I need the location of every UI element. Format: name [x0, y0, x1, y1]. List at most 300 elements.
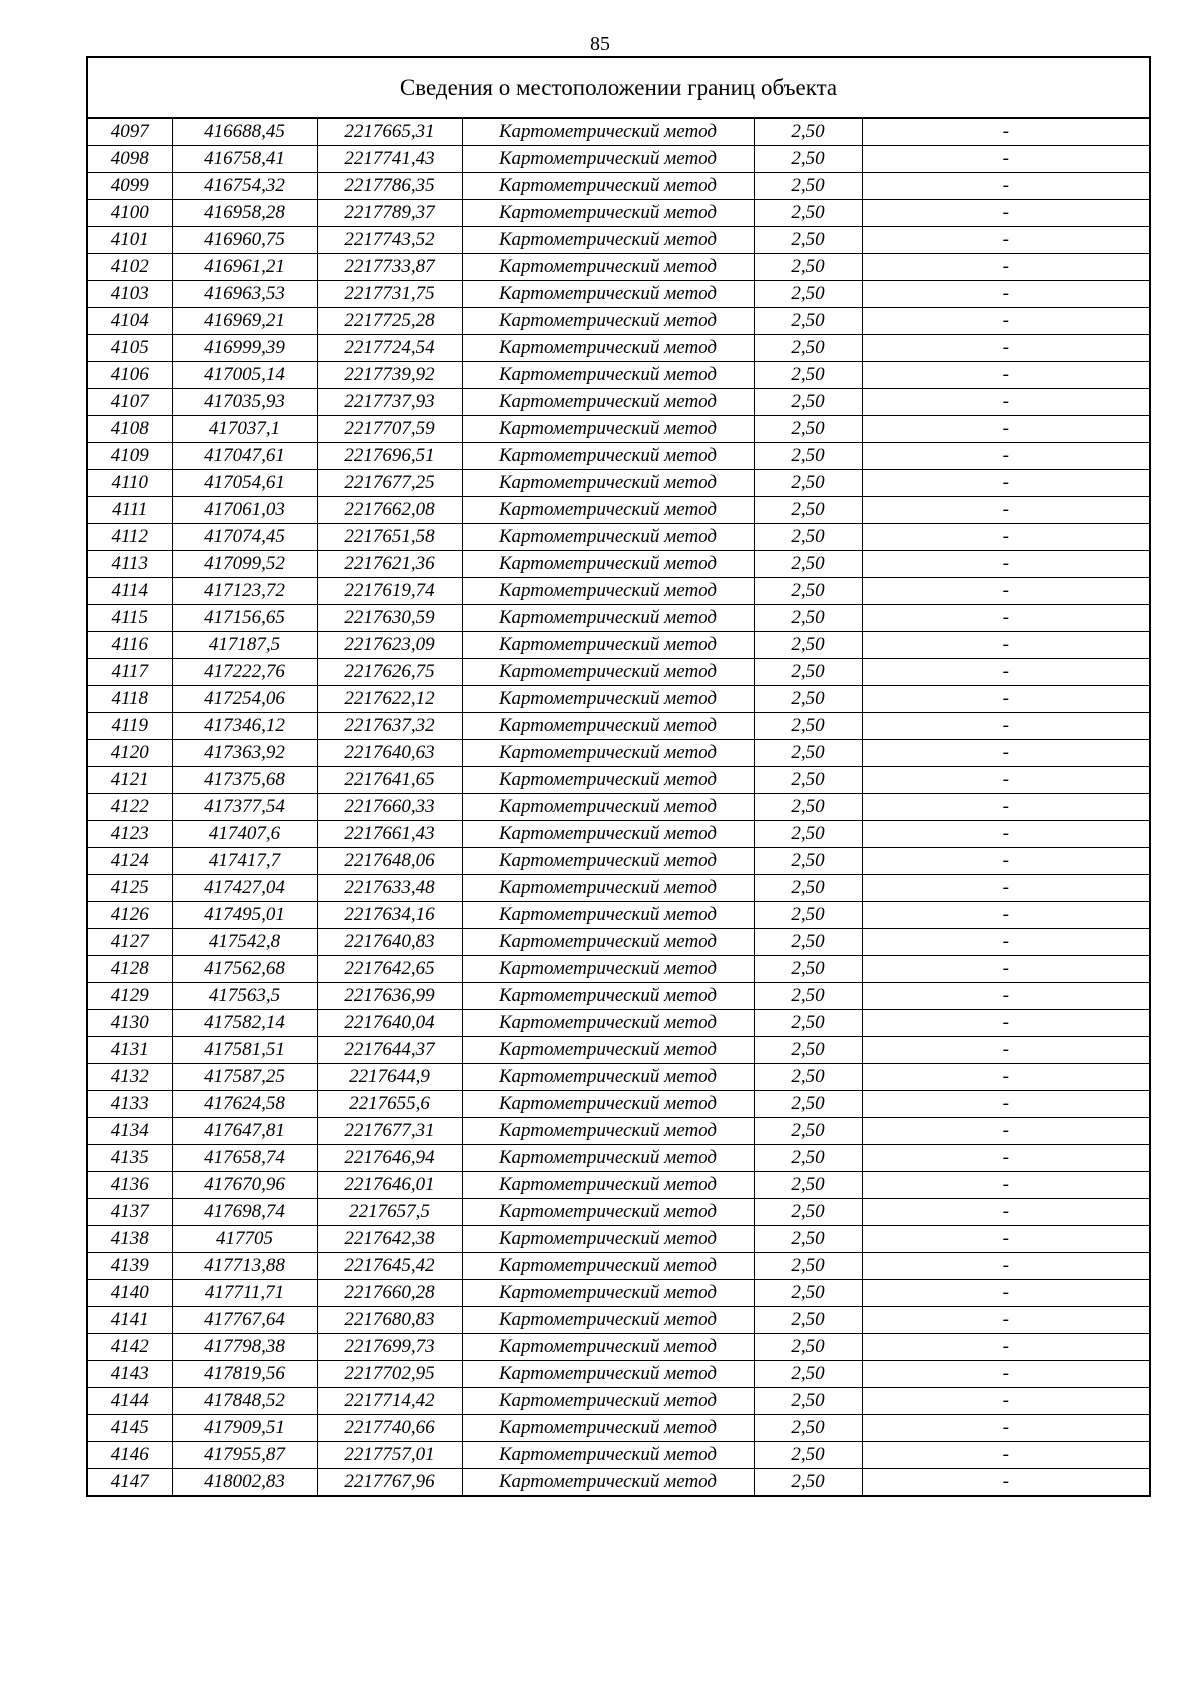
table-row — [87, 173, 1150, 200]
y-coordinate-cell: 2217702,95 — [317, 1361, 462, 1388]
accuracy-cell: 2,50 — [754, 1415, 862, 1442]
table-row — [87, 254, 1150, 281]
point-number-cell: 4107 — [87, 389, 172, 416]
table-row — [87, 281, 1150, 308]
point-number-cell: 4117 — [87, 659, 172, 686]
description-cell: - — [862, 416, 1150, 443]
table-title: Сведения о местоположении границ объекта — [87, 57, 1150, 118]
x-coordinate-cell: 417074,45 — [172, 524, 317, 551]
method-cell: Картометрический метод — [462, 1118, 754, 1145]
table-row — [87, 632, 1150, 659]
table-row — [87, 1037, 1150, 1064]
y-coordinate-cell: 2217646,01 — [317, 1172, 462, 1199]
y-coordinate-cell: 2217733,87 — [317, 254, 462, 281]
accuracy-cell: 2,50 — [754, 713, 862, 740]
accuracy-cell: 2,50 — [754, 929, 862, 956]
table-row — [87, 929, 1150, 956]
method-cell: Картометрический метод — [462, 281, 754, 308]
y-coordinate-cell: 2217699,73 — [317, 1334, 462, 1361]
table-row — [87, 875, 1150, 902]
x-coordinate-cell: 417375,68 — [172, 767, 317, 794]
point-number-cell: 4138 — [87, 1226, 172, 1253]
point-number-cell: 4110 — [87, 470, 172, 497]
accuracy-cell: 2,50 — [754, 200, 862, 227]
point-number-cell: 4116 — [87, 632, 172, 659]
point-number-cell: 4126 — [87, 902, 172, 929]
accuracy-cell: 2,50 — [754, 443, 862, 470]
method-cell: Картометрический метод — [462, 1091, 754, 1118]
accuracy-cell: 2,50 — [754, 1442, 862, 1469]
accuracy-cell: 2,50 — [754, 118, 862, 146]
method-cell: Картометрический метод — [462, 443, 754, 470]
accuracy-cell: 2,50 — [754, 173, 862, 200]
x-coordinate-cell: 417670,96 — [172, 1172, 317, 1199]
method-cell: Картометрический метод — [462, 659, 754, 686]
point-number-cell: 4139 — [87, 1253, 172, 1280]
description-cell: - — [862, 200, 1150, 227]
accuracy-cell: 2,50 — [754, 281, 862, 308]
accuracy-cell: 2,50 — [754, 1010, 862, 1037]
description-cell: - — [862, 1469, 1150, 1497]
accuracy-cell: 2,50 — [754, 524, 862, 551]
accuracy-cell: 2,50 — [754, 1091, 862, 1118]
x-coordinate-cell: 417624,58 — [172, 1091, 317, 1118]
x-coordinate-cell: 417562,68 — [172, 956, 317, 983]
table-row — [87, 335, 1150, 362]
y-coordinate-cell: 2217634,16 — [317, 902, 462, 929]
x-coordinate-cell: 417187,5 — [172, 632, 317, 659]
point-number-cell: 4120 — [87, 740, 172, 767]
accuracy-cell: 2,50 — [754, 470, 862, 497]
point-number-cell: 4098 — [87, 146, 172, 173]
y-coordinate-cell: 2217644,37 — [317, 1037, 462, 1064]
boundary-coordinates-table — [86, 56, 1151, 1497]
table-row — [87, 1388, 1150, 1415]
accuracy-cell: 2,50 — [754, 1118, 862, 1145]
x-coordinate-cell: 417377,54 — [172, 794, 317, 821]
y-coordinate-cell: 2217640,04 — [317, 1010, 462, 1037]
y-coordinate-cell: 2217642,65 — [317, 956, 462, 983]
point-number-cell: 4119 — [87, 713, 172, 740]
table-row — [87, 1361, 1150, 1388]
y-coordinate-cell: 2217636,99 — [317, 983, 462, 1010]
description-cell: - — [862, 1037, 1150, 1064]
x-coordinate-cell: 416960,75 — [172, 227, 317, 254]
description-cell: - — [862, 1010, 1150, 1037]
method-cell: Картометрический метод — [462, 470, 754, 497]
method-cell: Картометрический метод — [462, 740, 754, 767]
description-cell: - — [862, 1334, 1150, 1361]
table-row — [87, 118, 1150, 146]
table-row — [87, 524, 1150, 551]
y-coordinate-cell: 2217725,28 — [317, 308, 462, 335]
accuracy-cell: 2,50 — [754, 389, 862, 416]
y-coordinate-cell: 2217767,96 — [317, 1469, 462, 1497]
y-coordinate-cell: 2217641,65 — [317, 767, 462, 794]
x-coordinate-cell: 417363,92 — [172, 740, 317, 767]
method-cell: Картометрический метод — [462, 794, 754, 821]
y-coordinate-cell: 2217622,12 — [317, 686, 462, 713]
point-number-cell: 4097 — [87, 118, 172, 146]
accuracy-cell: 2,50 — [754, 983, 862, 1010]
description-cell: - — [862, 848, 1150, 875]
x-coordinate-cell: 417099,52 — [172, 551, 317, 578]
method-cell: Картометрический метод — [462, 1442, 754, 1469]
accuracy-cell: 2,50 — [754, 767, 862, 794]
x-coordinate-cell: 417563,5 — [172, 983, 317, 1010]
point-number-cell: 4099 — [87, 173, 172, 200]
point-number-cell: 4142 — [87, 1334, 172, 1361]
table-row — [87, 1010, 1150, 1037]
accuracy-cell: 2,50 — [754, 578, 862, 605]
method-cell: Картометрический метод — [462, 362, 754, 389]
accuracy-cell: 2,50 — [754, 605, 862, 632]
method-cell: Картометрический метод — [462, 335, 754, 362]
table-row — [87, 1091, 1150, 1118]
x-coordinate-cell: 417542,8 — [172, 929, 317, 956]
point-number-cell: 4121 — [87, 767, 172, 794]
x-coordinate-cell: 417427,04 — [172, 875, 317, 902]
x-coordinate-cell: 417909,51 — [172, 1415, 317, 1442]
y-coordinate-cell: 2217757,01 — [317, 1442, 462, 1469]
description-cell: - — [862, 902, 1150, 929]
method-cell: Картометрический метод — [462, 389, 754, 416]
description-cell: - — [862, 308, 1150, 335]
description-cell: - — [862, 659, 1150, 686]
x-coordinate-cell: 417346,12 — [172, 713, 317, 740]
table-row — [87, 1334, 1150, 1361]
description-cell: - — [862, 1442, 1150, 1469]
description-cell: - — [862, 551, 1150, 578]
accuracy-cell: 2,50 — [754, 362, 862, 389]
x-coordinate-cell: 417582,14 — [172, 1010, 317, 1037]
x-coordinate-cell: 417035,93 — [172, 389, 317, 416]
method-cell: Картометрический метод — [462, 632, 754, 659]
accuracy-cell: 2,50 — [754, 227, 862, 254]
y-coordinate-cell: 2217789,37 — [317, 200, 462, 227]
point-number-cell: 4135 — [87, 1145, 172, 1172]
description-cell: - — [862, 1415, 1150, 1442]
accuracy-cell: 2,50 — [754, 956, 862, 983]
y-coordinate-cell: 2217637,32 — [317, 713, 462, 740]
x-coordinate-cell: 417037,1 — [172, 416, 317, 443]
y-coordinate-cell: 2217739,92 — [317, 362, 462, 389]
description-cell: - — [862, 1307, 1150, 1334]
table-row — [87, 551, 1150, 578]
x-coordinate-cell: 417713,88 — [172, 1253, 317, 1280]
y-coordinate-cell: 2217696,51 — [317, 443, 462, 470]
point-number-cell: 4144 — [87, 1388, 172, 1415]
description-cell: - — [862, 1145, 1150, 1172]
method-cell: Картометрический метод — [462, 605, 754, 632]
description-cell: - — [862, 875, 1150, 902]
accuracy-cell: 2,50 — [754, 659, 862, 686]
point-number-cell: 4123 — [87, 821, 172, 848]
point-number-cell: 4132 — [87, 1064, 172, 1091]
description-cell: - — [862, 118, 1150, 146]
method-cell: Картометрический метод — [462, 956, 754, 983]
description-cell: - — [862, 956, 1150, 983]
method-cell: Картометрический метод — [462, 1307, 754, 1334]
y-coordinate-cell: 2217642,38 — [317, 1226, 462, 1253]
x-coordinate-cell: 417658,74 — [172, 1145, 317, 1172]
method-cell: Картометрический метод — [462, 173, 754, 200]
page-number: 85 — [590, 33, 610, 55]
method-cell: Картометрический метод — [462, 551, 754, 578]
y-coordinate-cell: 2217660,33 — [317, 794, 462, 821]
description-cell: - — [862, 605, 1150, 632]
y-coordinate-cell: 2217743,52 — [317, 227, 462, 254]
method-cell: Картометрический метод — [462, 1361, 754, 1388]
point-number-cell: 4124 — [87, 848, 172, 875]
description-cell: - — [862, 686, 1150, 713]
description-cell: - — [862, 389, 1150, 416]
point-number-cell: 4104 — [87, 308, 172, 335]
point-number-cell: 4122 — [87, 794, 172, 821]
description-cell: - — [862, 470, 1150, 497]
description-cell: - — [862, 1361, 1150, 1388]
accuracy-cell: 2,50 — [754, 794, 862, 821]
y-coordinate-cell: 2217640,63 — [317, 740, 462, 767]
accuracy-cell: 2,50 — [754, 848, 862, 875]
y-coordinate-cell: 2217626,75 — [317, 659, 462, 686]
point-number-cell: 4128 — [87, 956, 172, 983]
accuracy-cell: 2,50 — [754, 1307, 862, 1334]
method-cell: Картометрический метод — [462, 227, 754, 254]
y-coordinate-cell: 2217630,59 — [317, 605, 462, 632]
x-coordinate-cell: 416961,21 — [172, 254, 317, 281]
x-coordinate-cell: 417581,51 — [172, 1037, 317, 1064]
method-cell: Картометрический метод — [462, 1172, 754, 1199]
accuracy-cell: 2,50 — [754, 1469, 862, 1497]
method-cell: Картометрический метод — [462, 1388, 754, 1415]
method-cell: Картометрический метод — [462, 1010, 754, 1037]
method-cell: Картометрический метод — [462, 1469, 754, 1497]
accuracy-cell: 2,50 — [754, 551, 862, 578]
method-cell: Картометрический метод — [462, 1253, 754, 1280]
table-row — [87, 443, 1150, 470]
x-coordinate-cell: 416754,32 — [172, 173, 317, 200]
table-row — [87, 227, 1150, 254]
method-cell: Картометрический метод — [462, 1226, 754, 1253]
point-number-cell: 4125 — [87, 875, 172, 902]
table-row — [87, 578, 1150, 605]
x-coordinate-cell: 416999,39 — [172, 335, 317, 362]
y-coordinate-cell: 2217731,75 — [317, 281, 462, 308]
accuracy-cell: 2,50 — [754, 875, 862, 902]
method-cell: Картометрический метод — [462, 929, 754, 956]
description-cell: - — [862, 578, 1150, 605]
x-coordinate-cell: 416969,21 — [172, 308, 317, 335]
table-row — [87, 1253, 1150, 1280]
point-number-cell: 4131 — [87, 1037, 172, 1064]
x-coordinate-cell: 417798,38 — [172, 1334, 317, 1361]
table-row — [87, 1442, 1150, 1469]
table-row — [87, 794, 1150, 821]
accuracy-cell: 2,50 — [754, 1037, 862, 1064]
description-cell: - — [862, 713, 1150, 740]
y-coordinate-cell: 2217662,08 — [317, 497, 462, 524]
y-coordinate-cell: 2217740,66 — [317, 1415, 462, 1442]
y-coordinate-cell: 2217680,83 — [317, 1307, 462, 1334]
point-number-cell: 4143 — [87, 1361, 172, 1388]
table-row — [87, 470, 1150, 497]
description-cell: - — [862, 740, 1150, 767]
accuracy-cell: 2,50 — [754, 740, 862, 767]
point-number-cell: 4103 — [87, 281, 172, 308]
method-cell: Картометрический метод — [462, 902, 754, 929]
method-cell: Картометрический метод — [462, 254, 754, 281]
table-row — [87, 200, 1150, 227]
table-row — [87, 740, 1150, 767]
method-cell: Картометрический метод — [462, 578, 754, 605]
description-cell: - — [862, 1064, 1150, 1091]
method-cell: Картометрический метод — [462, 1415, 754, 1442]
point-number-cell: 4101 — [87, 227, 172, 254]
accuracy-cell: 2,50 — [754, 1226, 862, 1253]
description-cell: - — [862, 1091, 1150, 1118]
description-cell: - — [862, 173, 1150, 200]
point-number-cell: 4106 — [87, 362, 172, 389]
point-number-cell: 4109 — [87, 443, 172, 470]
x-coordinate-cell: 417156,65 — [172, 605, 317, 632]
accuracy-cell: 2,50 — [754, 1064, 862, 1091]
method-cell: Картометрический метод — [462, 686, 754, 713]
x-coordinate-cell: 417495,01 — [172, 902, 317, 929]
x-coordinate-cell: 417254,06 — [172, 686, 317, 713]
point-number-cell: 4145 — [87, 1415, 172, 1442]
method-cell: Картометрический метод — [462, 524, 754, 551]
point-number-cell: 4129 — [87, 983, 172, 1010]
x-coordinate-cell: 417711,71 — [172, 1280, 317, 1307]
method-cell: Картометрический метод — [462, 1334, 754, 1361]
y-coordinate-cell: 2217648,06 — [317, 848, 462, 875]
x-coordinate-cell: 417407,6 — [172, 821, 317, 848]
table-row — [87, 983, 1150, 1010]
point-number-cell: 4118 — [87, 686, 172, 713]
table-row — [87, 1145, 1150, 1172]
accuracy-cell: 2,50 — [754, 1334, 862, 1361]
y-coordinate-cell: 2217737,93 — [317, 389, 462, 416]
point-number-cell: 4114 — [87, 578, 172, 605]
description-cell: - — [862, 281, 1150, 308]
description-cell: - — [862, 524, 1150, 551]
description-cell: - — [862, 983, 1150, 1010]
x-coordinate-cell: 417417,7 — [172, 848, 317, 875]
method-cell: Картометрический метод — [462, 1199, 754, 1226]
x-coordinate-cell: 417587,25 — [172, 1064, 317, 1091]
method-cell: Картометрический метод — [462, 875, 754, 902]
y-coordinate-cell: 2217655,6 — [317, 1091, 462, 1118]
table-row — [87, 605, 1150, 632]
description-cell: - — [862, 1253, 1150, 1280]
y-coordinate-cell: 2217707,59 — [317, 416, 462, 443]
y-coordinate-cell: 2217724,54 — [317, 335, 462, 362]
table-row — [87, 1172, 1150, 1199]
method-cell: Картометрический метод — [462, 1280, 754, 1307]
table-row — [87, 659, 1150, 686]
method-cell: Картометрический метод — [462, 308, 754, 335]
accuracy-cell: 2,50 — [754, 254, 862, 281]
point-number-cell: 4115 — [87, 605, 172, 632]
description-cell: - — [862, 1280, 1150, 1307]
method-cell: Картометрический метод — [462, 1064, 754, 1091]
accuracy-cell: 2,50 — [754, 497, 862, 524]
accuracy-cell: 2,50 — [754, 1388, 862, 1415]
x-coordinate-cell: 416963,53 — [172, 281, 317, 308]
accuracy-cell: 2,50 — [754, 1145, 862, 1172]
description-cell: - — [862, 1172, 1150, 1199]
x-coordinate-cell: 416688,45 — [172, 118, 317, 146]
description-cell: - — [862, 497, 1150, 524]
table-row — [87, 902, 1150, 929]
y-coordinate-cell: 2217660,28 — [317, 1280, 462, 1307]
description-cell: - — [862, 362, 1150, 389]
accuracy-cell: 2,50 — [754, 1172, 862, 1199]
accuracy-cell: 2,50 — [754, 416, 862, 443]
accuracy-cell: 2,50 — [754, 1253, 862, 1280]
description-cell: - — [862, 1226, 1150, 1253]
table-row — [87, 713, 1150, 740]
description-cell: - — [862, 1118, 1150, 1145]
x-coordinate-cell: 417647,81 — [172, 1118, 317, 1145]
point-number-cell: 4134 — [87, 1118, 172, 1145]
table-row — [87, 308, 1150, 335]
method-cell: Картометрический метод — [462, 767, 754, 794]
y-coordinate-cell: 2217619,74 — [317, 578, 462, 605]
table-body — [87, 57, 1150, 1496]
accuracy-cell: 2,50 — [754, 686, 862, 713]
table-row — [87, 389, 1150, 416]
method-cell: Картометрический метод — [462, 983, 754, 1010]
y-coordinate-cell: 2217651,58 — [317, 524, 462, 551]
accuracy-cell: 2,50 — [754, 1361, 862, 1388]
description-cell: - — [862, 632, 1150, 659]
x-coordinate-cell: 417698,74 — [172, 1199, 317, 1226]
x-coordinate-cell: 417047,61 — [172, 443, 317, 470]
x-coordinate-cell: 417222,76 — [172, 659, 317, 686]
description-cell: - — [862, 929, 1150, 956]
accuracy-cell: 2,50 — [754, 1199, 862, 1226]
description-cell: - — [862, 1388, 1150, 1415]
accuracy-cell: 2,50 — [754, 902, 862, 929]
y-coordinate-cell: 2217645,42 — [317, 1253, 462, 1280]
description-cell: - — [862, 335, 1150, 362]
y-coordinate-cell: 2217677,25 — [317, 470, 462, 497]
point-number-cell: 4130 — [87, 1010, 172, 1037]
table-row — [87, 416, 1150, 443]
table-row — [87, 1118, 1150, 1145]
method-cell: Картометрический метод — [462, 200, 754, 227]
y-coordinate-cell: 2217677,31 — [317, 1118, 462, 1145]
y-coordinate-cell: 2217741,43 — [317, 146, 462, 173]
x-coordinate-cell: 417819,56 — [172, 1361, 317, 1388]
point-number-cell: 4102 — [87, 254, 172, 281]
y-coordinate-cell: 2217714,42 — [317, 1388, 462, 1415]
x-coordinate-cell: 417054,61 — [172, 470, 317, 497]
description-cell: - — [862, 443, 1150, 470]
table-row — [87, 686, 1150, 713]
method-cell: Картометрический метод — [462, 713, 754, 740]
y-coordinate-cell: 2217621,36 — [317, 551, 462, 578]
point-number-cell: 4137 — [87, 1199, 172, 1226]
table-row — [87, 1280, 1150, 1307]
x-coordinate-cell: 417005,14 — [172, 362, 317, 389]
x-coordinate-cell: 417767,64 — [172, 1307, 317, 1334]
description-cell: - — [862, 254, 1150, 281]
point-number-cell: 4147 — [87, 1469, 172, 1497]
description-cell: - — [862, 227, 1150, 254]
